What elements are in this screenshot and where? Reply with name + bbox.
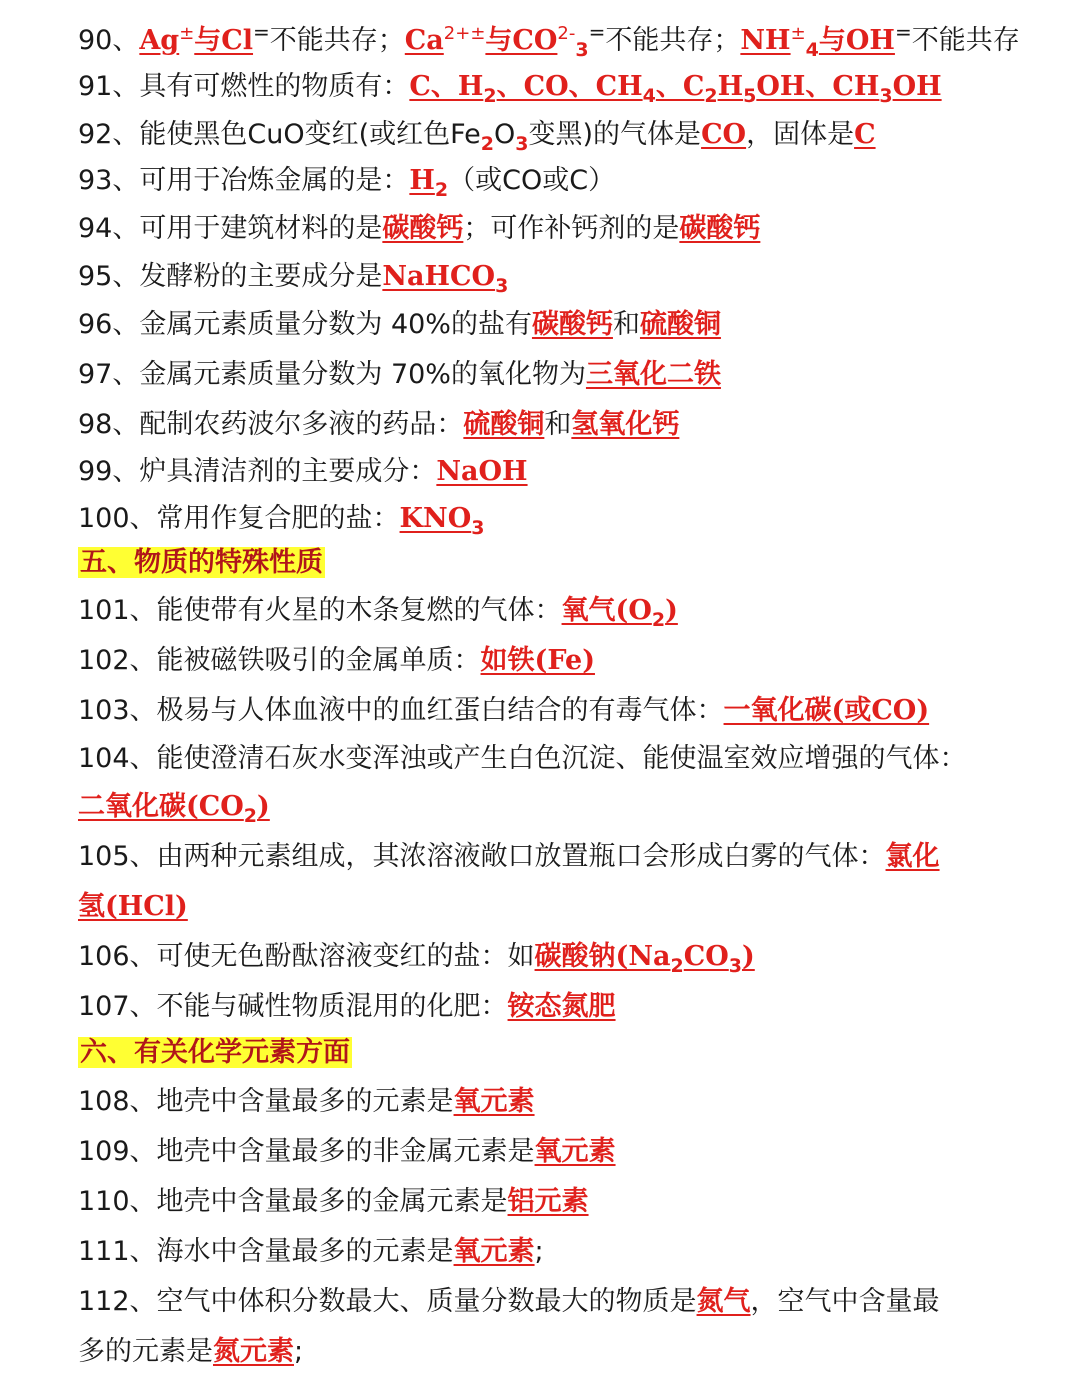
text-line (78, 10, 1068, 61)
answer-text: 铵态氮肥 (507, 991, 616, 1022)
text-line (78, 1080, 1068, 1124)
text-line (78, 1180, 1068, 1224)
subscript: 2 (483, 85, 497, 107)
answer-text: 与CO (485, 25, 558, 56)
answer-text: 氧气(O (561, 595, 652, 626)
body-text: 106、可使无色酚酞溶液变红的盐：如 (78, 941, 535, 972)
answer-text: KNO (399, 503, 472, 534)
subscript: 4 (642, 85, 656, 107)
body-text: 不能共存 (911, 25, 1020, 56)
answer-text: Ag (139, 25, 180, 56)
subscript: 2 (704, 85, 718, 107)
body-text: 97、金属元素质量分数为 70%的氧化物为 (78, 359, 586, 390)
answer-text: 、CO、CH (496, 71, 643, 102)
answer-text: 氮气 (696, 1286, 751, 1317)
text-line (78, 785, 1068, 829)
text-line (78, 689, 1068, 733)
answer-text: 二氧化碳(CO (78, 791, 244, 822)
text-line (78, 835, 1068, 879)
body-text: 103、极易与人体血液中的血红蛋白结合的有毒气体： (78, 695, 724, 726)
answer-text: CO (701, 119, 747, 150)
text-line (78, 1330, 1068, 1374)
answer-text: 铝元素 (507, 1186, 589, 1217)
body-text: 101、能使带有火星的木条复燃的气体： (78, 595, 562, 626)
answer-text: 碳酸钙 (382, 213, 464, 244)
answer-text: 氧元素 (534, 1136, 616, 1167)
body-text: 95、发酵粉的主要成分是 (78, 261, 383, 292)
subscript: 3 (728, 955, 742, 977)
subscript: 2 (480, 133, 495, 155)
subscript: 2 (243, 805, 258, 827)
answer-text: 如铁(Fe) (480, 645, 595, 676)
answer-text: ) (665, 595, 678, 626)
body-text: 99、炉具清洁剂的主要成分： (78, 456, 437, 487)
text-line (78, 207, 1068, 251)
answer-text: Ca (404, 25, 444, 56)
section-heading: 五、物质的特殊性质 (80, 547, 323, 578)
body-text: 变黑)的气体是 (528, 119, 702, 150)
text-line (78, 1031, 1068, 1075)
text-line (78, 589, 1068, 633)
section-heading: 六、有关化学元素方面 (80, 1037, 350, 1068)
answer-text: H (717, 71, 744, 102)
text-line (78, 65, 1068, 109)
body-text: 96、金属元素质量分数为 40%的盐有 (78, 309, 532, 340)
answer-text: 、C (655, 71, 705, 102)
subscript: 5 (743, 85, 757, 107)
text-line (78, 985, 1068, 1029)
answer-text: 氯化 (885, 841, 940, 872)
body-text: 98、配制农药波尔多液的药品： (78, 409, 464, 440)
subscript: 3 (471, 517, 485, 539)
body-text: 多的元素是 (78, 1336, 213, 1367)
body-text: 108、地壳中含量最多的元素是 (78, 1086, 454, 1117)
body-text: 94、可用于建筑材料的是 (78, 213, 383, 244)
text-line (78, 1230, 1068, 1274)
body-text: 105、由两种元素组成，其浓溶液敞口放置瓶口会形成白雾的气体： (78, 841, 886, 872)
text-line (78, 1130, 1068, 1174)
subscript: 3 (575, 39, 589, 61)
subscript: 4 (805, 39, 819, 61)
body-text: 109、地壳中含量最多的非金属元素是 (78, 1136, 535, 1167)
body-text: 不能共存； (605, 25, 741, 56)
body-text: ; (294, 1336, 304, 1367)
body-text: 111、海水中含量最多的元素是 (78, 1236, 454, 1267)
answer-text: 碳酸钙 (531, 309, 613, 340)
answer-text: C (854, 119, 876, 150)
text-line (78, 497, 1068, 541)
text-line (78, 885, 1068, 929)
answer-text: H (409, 165, 435, 196)
body-text: 93、可用于冶炼金属的是： (78, 165, 410, 196)
body-text: 112、空气中体积分数最大、质量分数最大的物质是 (78, 1286, 697, 1317)
text-line (78, 113, 1068, 157)
body-text: 90、 (78, 25, 140, 56)
answer-text: 一氧化碳(或CO) (723, 695, 930, 726)
body-text: 和 (544, 409, 572, 440)
body-text: O (494, 119, 516, 150)
superscript: = (253, 20, 270, 44)
superscript: ± (790, 23, 806, 44)
answer-text: CO (683, 941, 729, 972)
body-text: 92、能使黑色CuO变红(或红色Fe (78, 119, 481, 150)
answer-text: OH、CH (756, 71, 880, 102)
answer-text: ) (257, 791, 270, 822)
answer-text: 氮元素 (213, 1336, 294, 1367)
text-line (78, 255, 1068, 299)
body-text: 不能共存； (269, 25, 405, 56)
subscript: 3 (495, 275, 509, 297)
text-line (78, 303, 1068, 347)
body-text: ; (534, 1236, 544, 1267)
answer-text: NaHCO (382, 261, 496, 292)
answer-text: NaOH (436, 456, 528, 487)
answer-text: ) (741, 941, 755, 972)
body-text: ；可作补钙剂的是 (463, 213, 680, 244)
body-text: （或CO或C） (448, 165, 616, 196)
answer-text: 硫酸铜 (463, 409, 545, 440)
superscript: 2- (557, 23, 576, 44)
text-line (78, 159, 1068, 203)
answer-text: 氢(HCl) (78, 891, 188, 922)
answer-text: 碳酸钠(Na (534, 941, 671, 972)
subscript: 3 (879, 85, 893, 107)
body-text: 110、地壳中含量最多的金属元素是 (78, 1186, 508, 1217)
superscript: = (588, 20, 606, 44)
superscript: = (894, 20, 912, 44)
body-text: ，空气中含量最 (750, 1286, 940, 1317)
superscript: 2+± (443, 23, 486, 44)
text-line (78, 541, 1068, 585)
body-text: 91、具有可燃性的物质有： (78, 71, 410, 102)
answer-text: 氢氧化钙 (571, 409, 680, 440)
text-line (78, 1280, 1068, 1324)
answer-text: 碳酸钙 (679, 213, 761, 244)
subscript: 2 (651, 609, 666, 631)
subscript: 2 (434, 179, 449, 201)
answer-text: OH (892, 71, 942, 102)
text-line (78, 353, 1068, 397)
text-line (78, 450, 1068, 494)
text-line (78, 935, 1068, 979)
answer-text: 氧元素 (453, 1086, 535, 1117)
body-text: 和 (612, 309, 640, 340)
body-text: 107、不能与碱性物质混用的化肥： (78, 991, 508, 1022)
body-text: 102、能被磁铁吸引的金属单质： (78, 645, 481, 676)
answer-text: NH (740, 25, 791, 56)
subscript: 3 (515, 133, 529, 155)
answer-text: 氧元素 (453, 1236, 535, 1267)
text-line (78, 737, 1068, 781)
body-text: 104、能使澄清石灰水变浑浊或产生白色沉淀、能使温室效应增强的气体： (78, 743, 967, 774)
answer-text: C、H (409, 71, 484, 102)
text-line (78, 639, 1068, 683)
answer-text: 与Cl (194, 25, 254, 56)
subscript: 2 (670, 955, 684, 977)
answer-text: 硫酸铜 (639, 309, 721, 340)
superscript: ± (179, 23, 195, 44)
answer-text: 与OH (818, 25, 895, 56)
answer-text: 三氧化二铁 (585, 359, 721, 390)
body-text: 100、常用作复合肥的盐： (78, 503, 400, 534)
text-line (78, 403, 1068, 447)
body-text: ，固体是 (746, 119, 855, 150)
